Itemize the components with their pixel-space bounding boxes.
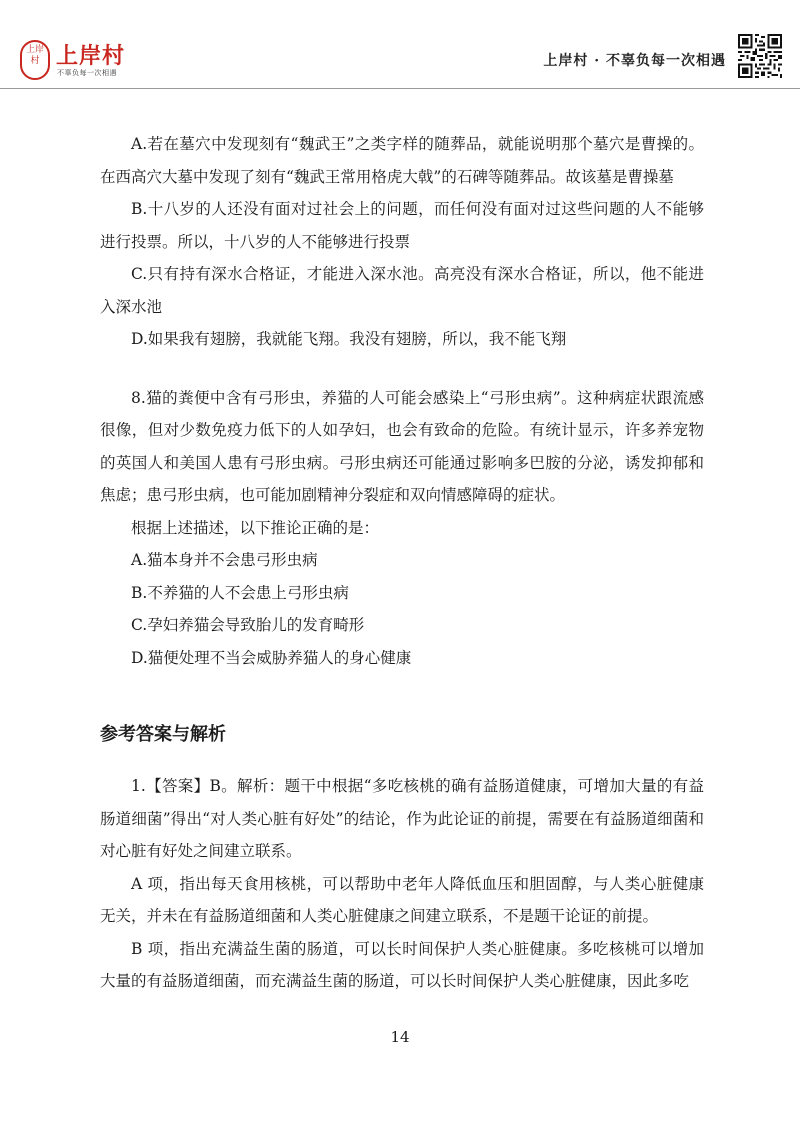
q7-option-d: D.如果我有翅膀，我就能飞翔。我没有翅膀，所以，我不能飞翔 <box>131 330 567 348</box>
qr-code-icon <box>738 34 782 78</box>
logo-seal-icon: 上岸村 <box>20 40 50 80</box>
logo-name: 上岸村 <box>56 44 126 69</box>
page-header <box>0 0 800 96</box>
q8-option-d: D.猫便处理不当会威胁养猫人的身心健康 <box>131 648 412 667</box>
q7-option-c: C.只有持有深水合格证，才能进入深水池。高亮没有深水合格证，所以，他不能进入深水池 <box>100 265 704 316</box>
answer-1-paragraph: 1.【答案】B。解析：题干中根据“多吃核桃的确有益肠道健康，可增加大量的有益肠道细菌”得出“对人类心脏有好处”的结论，作为此论证的前提，需要在有益肠道细菌和对心脏有好处之间建立联系。 <box>100 777 704 860</box>
page-content <box>100 128 704 998</box>
q8-option-a: A.猫本身并不会患弓形虫病 <box>131 551 318 569</box>
q8-option-b: B.不养猫的人不会患上弓形虫病 <box>131 583 349 602</box>
spacer <box>100 750 704 770</box>
logo-slogan: 不辜负每一次相遇 <box>57 69 117 77</box>
q8-prompt: 根据上述描述，以下推论正确的是： <box>131 518 380 537</box>
q7-option-b: B.十八岁的人还没有面对过社会上的问题，而任何没有面对过这些问题的人不能够进行投票。所以，十八岁的人不能够进行投票 <box>100 200 704 251</box>
q7-option-a: A.若在墓穴中发现刻有“魏武王”之类字样的随葬品，就能说明那个墓穴是曹操的。在西高穴大墓中发现了刻有“魏武王常用格虎大戟”的石碑等随葬品。故该墓是曹操墓 <box>100 135 704 186</box>
q8-option-c: C.孕妇养猫会导致胎儿的发育畸形 <box>131 616 365 634</box>
page-number: 14 <box>390 1028 410 1046</box>
answers-section-title: 参考答案与解析 <box>100 724 226 745</box>
header-divider <box>0 88 800 89</box>
header-slogan: 上岸村 · 不辜负每一次相遇 <box>543 53 726 69</box>
spacer <box>100 674 704 720</box>
q8-stem: 8.猫的粪便中含有弓形虫，养猫的人可能会感染上“弓形虫病”。这种病症状跟流感很像，但对少数免疫力低下的人如孕妇，也会有致命的危险。有统计显示，许多养宠物的英国人和美国人患有弓形虫病。弓形虫病还可能通过影响多巴胺的分泌，诱发抑郁和焦虑；患弓形虫病，也可能加剧精神分裂症和双向情感障碍的症状。 <box>100 388 704 504</box>
spacer <box>100 356 704 382</box>
answer-1-option-a-analysis: A 项，指出每天食用核桃，可以帮助中老年人降低血压和胆固醇，与人类心脏健康无关，并未在有益肠道细菌和人类心脏健康之间建立联系，不是题干论证的前提。 <box>100 874 704 925</box>
answer-1-option-b-analysis: B 项，指出充满益生菌的肠道，可以长时间保护人类心脏健康。多吃核桃可以增加大量的有益肠道细菌，而充满益生菌的肠道，可以长时间保护人类心脏健康，因此多吃 <box>100 939 704 990</box>
